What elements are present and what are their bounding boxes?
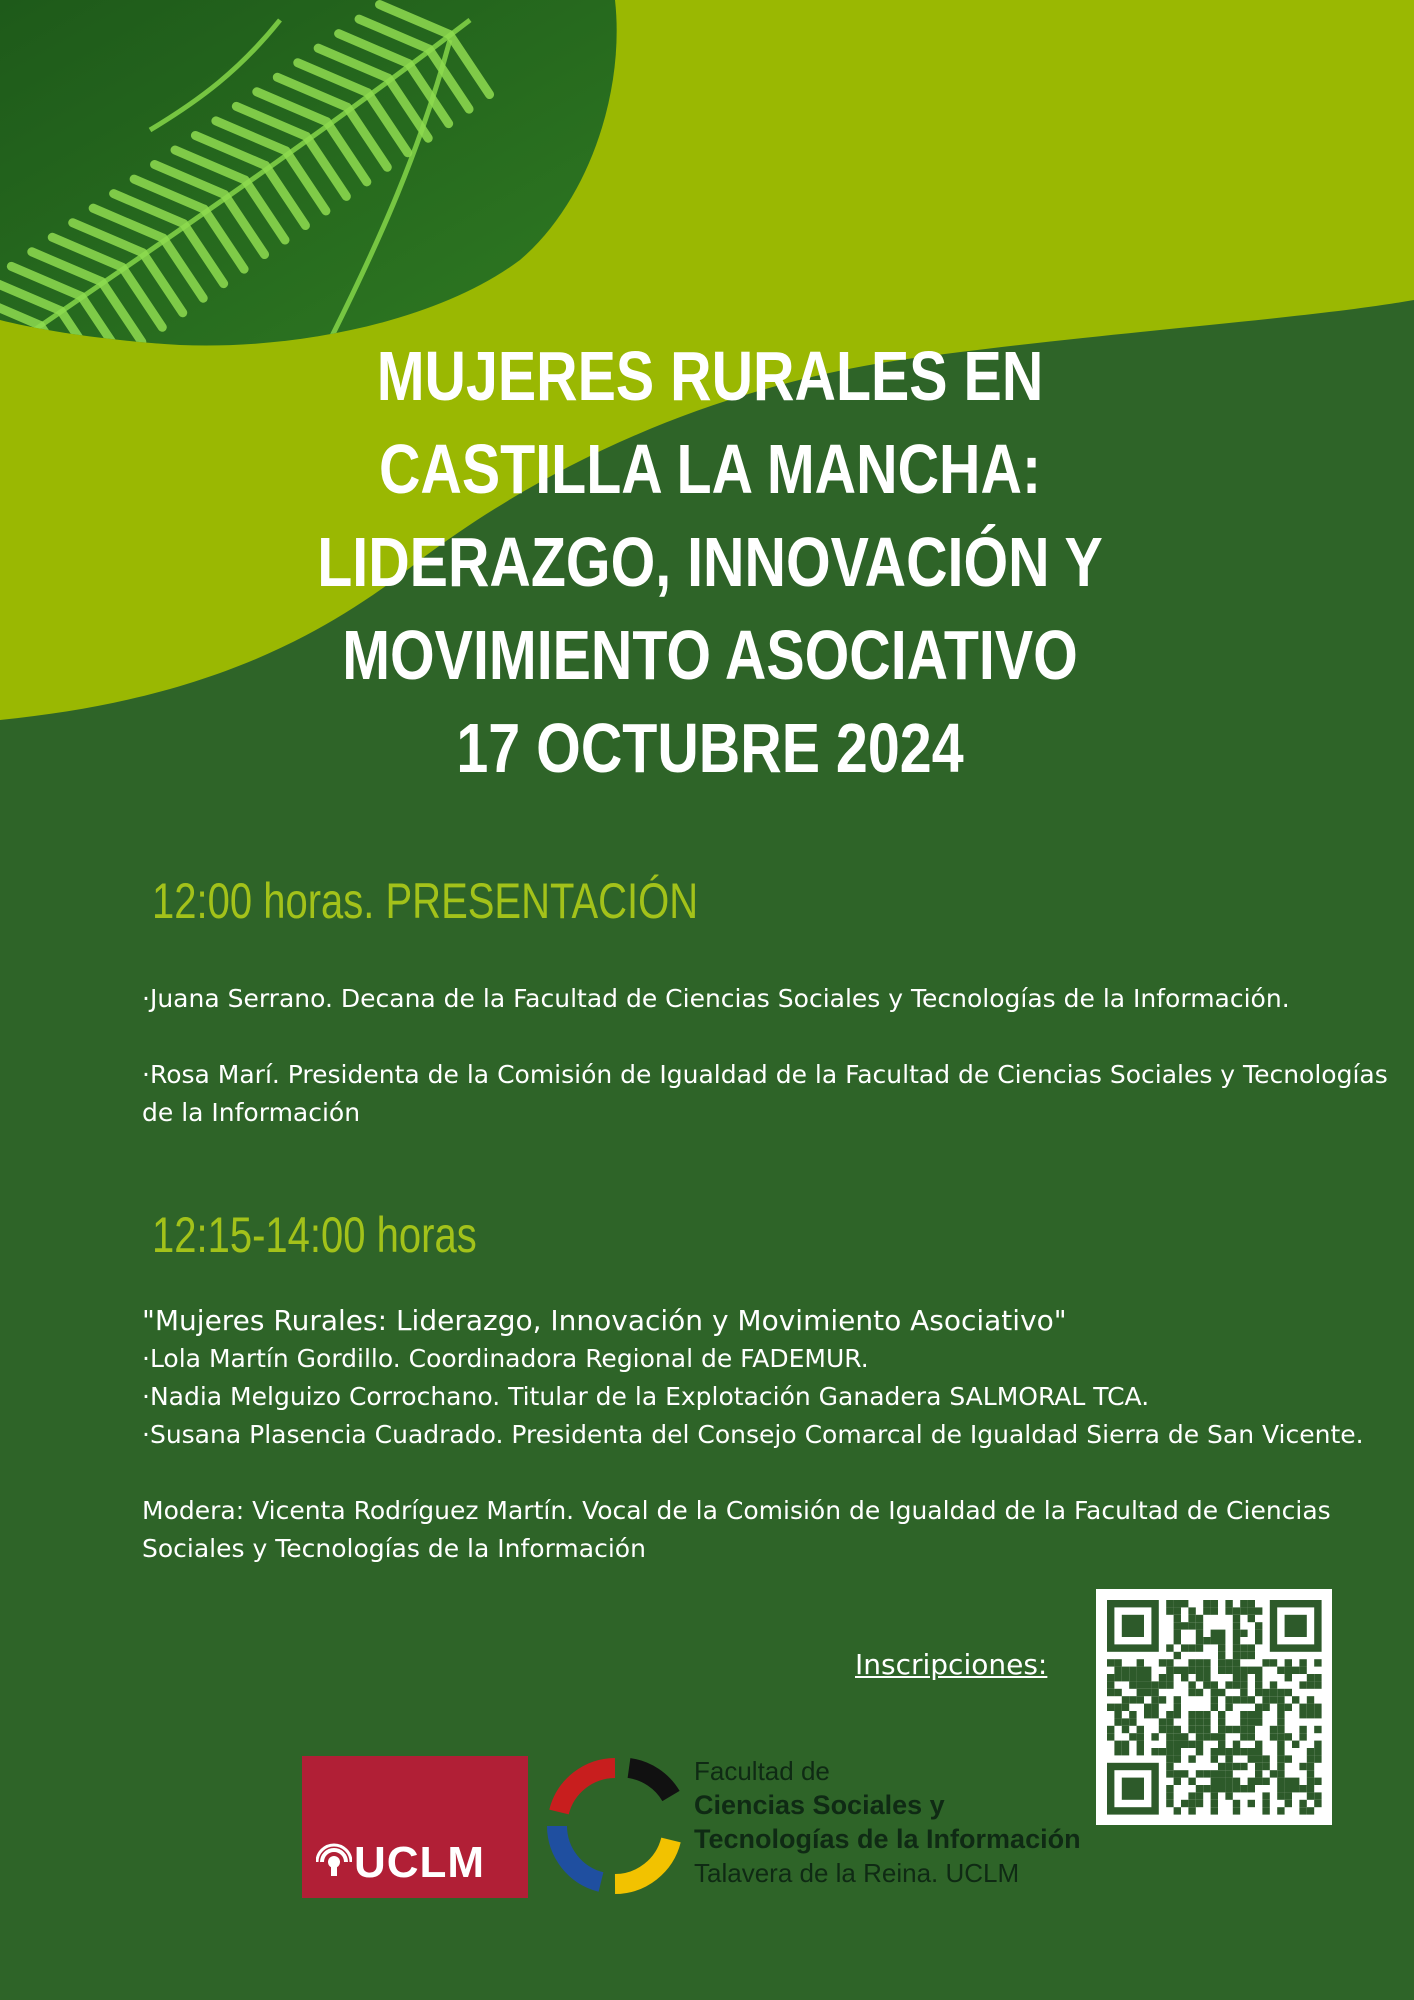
faculty-line: Tecnologías de la Información: [694, 1824, 1081, 1854]
list-item: ·Juana Serrano. Decana de la Facultad de Ciencias Sociales y Tecnologías de la Información.: [142, 984, 1290, 1013]
list-item: ·Lola Martín Gordillo. Coordinadora Regional de FADEMUR.: [142, 1344, 869, 1373]
section-heading-session: 12:15-14:00 horas: [152, 1207, 477, 1263]
title-line: MOVIMIENTO ASOCIATIVO: [342, 616, 1078, 694]
title-line: MUJERES RURALES EN: [376, 337, 1044, 415]
presentation-list: [142, 980, 1412, 1132]
qr-code-icon[interactable]: [1096, 1589, 1332, 1825]
event-title: [292, 330, 1128, 795]
moderator: Modera: Vicenta Rodríguez Martín. Vocal de la Comisión de Igualdad de la Facultad de Ciencias Sociales y Tecnologías de la Información: [142, 1496, 1331, 1563]
list-item: ·Nadia Melguizo Corrochano. Titular de la Explotación Ganadera SALMORAL TCA.: [142, 1382, 1150, 1411]
list-item: ·Susana Plasencia Cuadrado. Presidenta del Consejo Comarcal de Igualdad Sierra de San Vicente.: [142, 1420, 1364, 1449]
faculty-name: [694, 1754, 1081, 1890]
faculty-line: Ciencias Sociales y: [694, 1790, 945, 1820]
title-line: LIDERAZGO, INNOVACIÓN Y: [317, 523, 1103, 601]
list-item: ·Rosa Marí. Presidenta de la Comisión de Igualdad de la Facultad de Ciencias Sociales y Tecnologías de la Información: [142, 1060, 1388, 1127]
talk-title: "Mujeres Rurales: Liderazgo, Innovación y Movimiento Asociativo": [142, 1304, 1067, 1337]
uclm-logo: [302, 1756, 528, 1898]
event-date: 17 OCTUBRE 2024: [456, 709, 964, 787]
registration-link[interactable]: Inscripciones:: [855, 1648, 1048, 1681]
section-heading-presentation: 12:00 horas. PRESENTACIÓN: [152, 873, 699, 929]
faculty-line: Facultad de: [694, 1756, 830, 1786]
uclm-logo-text: UCLM: [354, 1838, 486, 1887]
qr-code-graphic: [1096, 1589, 1332, 1825]
title-line: CASTILLA LA MANCHA:: [378, 430, 1042, 508]
session-details: [142, 1302, 1412, 1568]
wifi-signal-icon: [316, 1842, 352, 1878]
faculty-logo-icon: [545, 1756, 685, 1896]
faculty-line: Talavera de la Reina. UCLM: [694, 1858, 1020, 1888]
